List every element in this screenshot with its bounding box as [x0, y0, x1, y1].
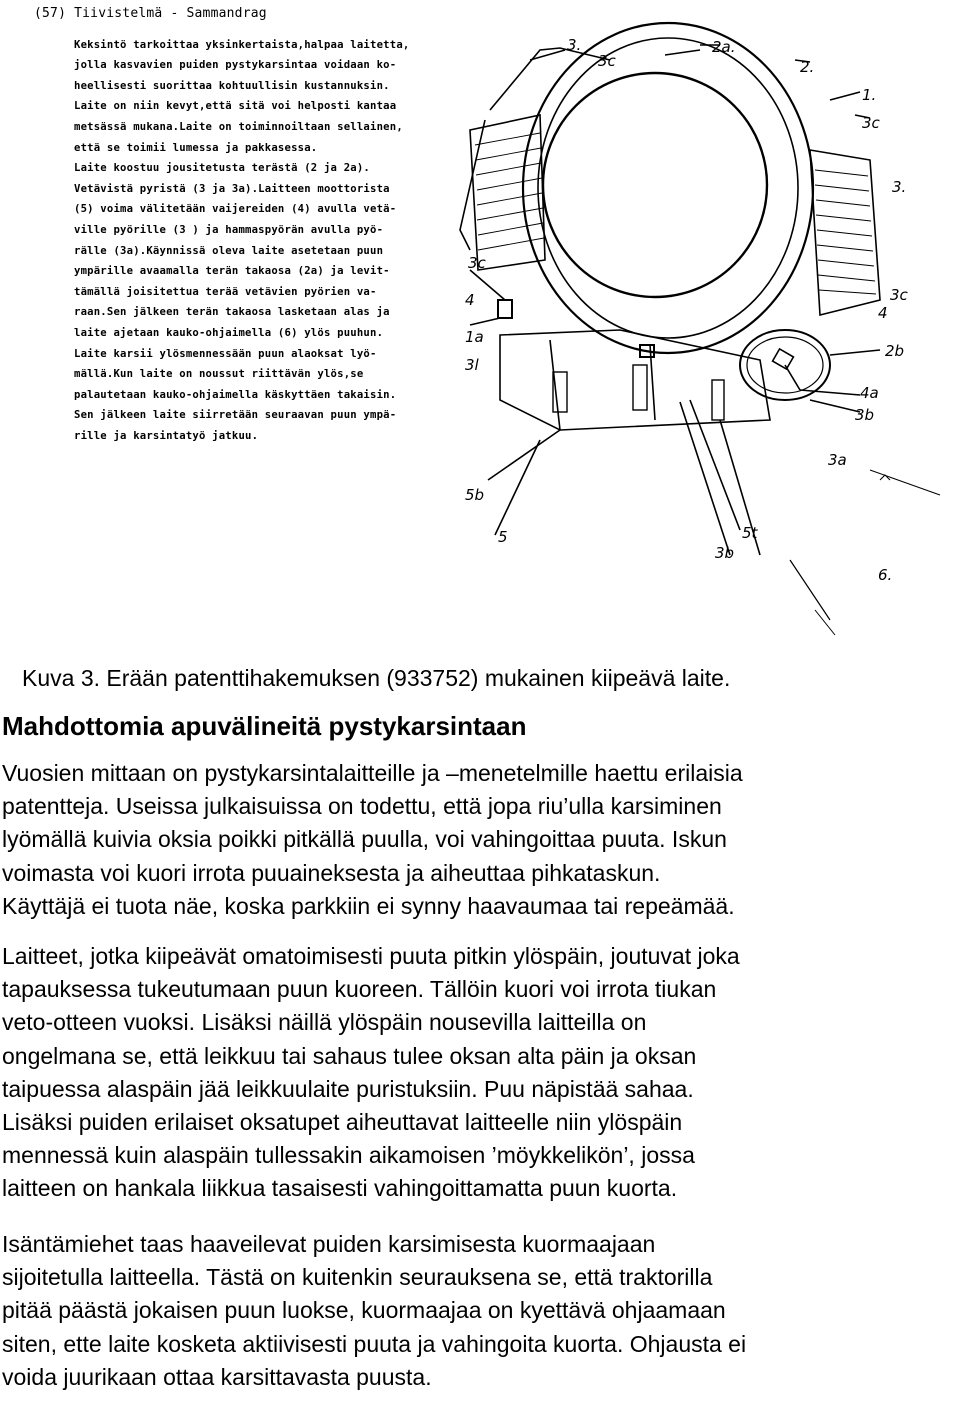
paragraph-line: laitteen on hankala liikkua tasaisesti vahingoittamatta puun kuorta.	[2, 1175, 678, 1202]
patent-figure	[0, 0, 960, 650]
label-3-right: 3.	[892, 178, 907, 196]
abstract-line: että se toimii lumessa ja pakkasessa.	[74, 141, 318, 154]
section-heading: Mahdottomia apuvälineitä pystykarsintaan	[2, 711, 527, 741]
paragraph-line: ongelmana se, että leikkuu tai sahaus tulee oksan alta päin ja oksan	[2, 1042, 697, 1069]
abstract-line: (5) voima välitetään vaijereiden (4) avulla vetä-	[74, 203, 397, 216]
label-5b: 5b	[465, 486, 485, 504]
abstract-line: Keksintö tarkoittaa yksinkertaista,halpaa laitetta,	[74, 38, 410, 51]
abstract-line: palautetaan kauko-ohjaimella käskyttäen takaisin.	[74, 388, 397, 401]
paragraph-line: Isäntämiehet taas haaveilevat puiden karsimisesta kuormaajaan	[2, 1231, 656, 1257]
abstract-line: Laite karsii ylösmennessään puun alaoksat lyö-	[74, 347, 377, 360]
label-3l: 3l	[465, 356, 479, 374]
paragraph-line: sijoitetulla laitteella. Tästä on kuitenkin seurauksena se, että traktorilla	[2, 1264, 713, 1291]
label-3b: 3b	[855, 406, 875, 424]
paragraph-line: tapauksessa tukeutumaan puun kuoreen. Tällöin kuori voi irrota tiukan	[2, 976, 717, 1003]
label-4a: 4a	[860, 384, 879, 402]
paragraph-1	[2, 757, 958, 923]
paragraph-line: voimasta voi kuori irrota puuaineksesta ja aiheuttaa pihkataskun.	[2, 859, 661, 886]
paragraph-line: Vuosien mittaan on pystykarsintalaitteille ja –menetelmille haettu erilaisia	[2, 760, 743, 786]
figure-caption: Kuva 3. Erään patenttihakemuksen (933752) mukainen kiipeävä laite.	[22, 665, 731, 691]
abstract-line: Sen jälkeen laite siirretään seuraavan puun ympä-	[74, 409, 397, 422]
abstract-line: ville pyörille (3 ) ja hammaspyörän avulla pyö-	[74, 223, 384, 236]
paragraph-line: Käyttäjä ei tuota näe, koska parkkiin ei synny haavaumaa tai repeämää.	[2, 892, 735, 919]
label-3a: 3a	[828, 451, 847, 469]
abstract-line: raan.Sen jälkeen terän takaosa lasketaan alas ja	[74, 306, 390, 319]
label-3c-left: 3c	[468, 254, 486, 272]
paragraph-line: veto-otteen vuoksi. Lisäksi näillä ylöspäin nousevilla laitteilla on	[2, 1009, 647, 1036]
label-3c-right: 3c	[862, 114, 880, 132]
paragraph-line: patentteja. Useissa julkaisuissa on todettu, että jopa riu’ulla karsiminen	[2, 793, 722, 820]
paragraph-line: siten, ette laite kosketa aktiivisesti puuta ja vahingoita kuorta. Ohjausta ei	[2, 1330, 747, 1357]
abstract-line: rille ja karsintatyö jatkuu.	[74, 429, 259, 442]
abstract-header: (57) Tiivistelmä - Sammandrag	[34, 6, 267, 21]
paragraph-line: pitää päästä jokaisen puun luokse, kuormaajaa on kyettävä ohjaamaan	[2, 1297, 726, 1324]
paragraph-line: Laitteet, jotka kiipeävät omatoimisesti puuta pitkin ylöspäin, joutuvat joka	[2, 943, 740, 969]
abstract-line: ympärille avaamalla terän takaosa (2a) ja levit-	[74, 265, 390, 278]
label-5: 5	[498, 528, 508, 546]
label-2a: 2a.	[712, 38, 736, 56]
abstract-line: Vetävistä pyristä (3 ja 3a).Laitteen moottorista	[74, 182, 390, 195]
paragraph-line: voida juurikaan ottaa karsittavasta puusta.	[2, 1363, 432, 1390]
label-4-left: 4	[465, 291, 475, 309]
abstract-line: Laite koostuu jousitetusta terästä (2 ja 2a).	[74, 162, 371, 175]
abstract-line: rälle (3a).Käynnissä oleva laite asetetaan puun	[74, 244, 384, 257]
label-3: 3.	[567, 36, 582, 54]
paragraph-line: lyömällä kuivia oksia poikki pitkällä puulla, voi vahingoittaa puuta. Iskun	[2, 826, 727, 853]
label-3c-right2: 3c	[890, 286, 908, 304]
abstract-line: mällä.Kun laite on noussut riittävän ylös,se	[74, 368, 364, 381]
label-3c-top: 3c	[598, 52, 616, 70]
device-drawing	[0, 0, 960, 650]
abstract-line: jolla kasvavien puiden pystykarsintaa voidaan ko-	[74, 59, 397, 72]
paragraph-line: mennessä kuin alaspäin tullessakin aikamoisen ’möykkelikön’, jossa	[2, 1142, 695, 1169]
label-5t: 5t	[742, 524, 758, 542]
abstract-line: Laite on niin kevyt,että sitä voi helposti kantaa	[74, 100, 397, 113]
label-2b: 2b	[885, 342, 905, 360]
paragraph-3	[2, 1228, 958, 1394]
paragraph-line: Lisäksi puiden erilaiset oksatupet aiheuttavat laitteelle niin ylöspäin	[2, 1109, 683, 1136]
paragraph-line: taipuessa alaspäin jää leikkuulaite puristuksiin. Puu näpistää sahaa.	[2, 1075, 694, 1102]
abstract-line: heellisesti suorittaa kohtuullisin kustannuksin.	[74, 79, 390, 92]
abstract-line: laite ajetaan kauko-ohjaimella (6) ylös puuhun.	[74, 326, 384, 339]
label-3b-bottom: 3b	[715, 544, 735, 562]
abstract-line: metsässä mukana.Laite on toiminnoiltaan sellainen,	[74, 120, 403, 133]
paragraph-2	[2, 940, 958, 1206]
label-6: 6.	[878, 566, 893, 584]
label-1: 1.	[862, 86, 877, 104]
label-2: 2.	[800, 58, 815, 76]
abstract-line: tämällä joisitettua terää vetävien pyörien va-	[74, 285, 377, 298]
label-4-right: 4	[878, 304, 888, 322]
label-1a: 1a	[465, 328, 484, 346]
